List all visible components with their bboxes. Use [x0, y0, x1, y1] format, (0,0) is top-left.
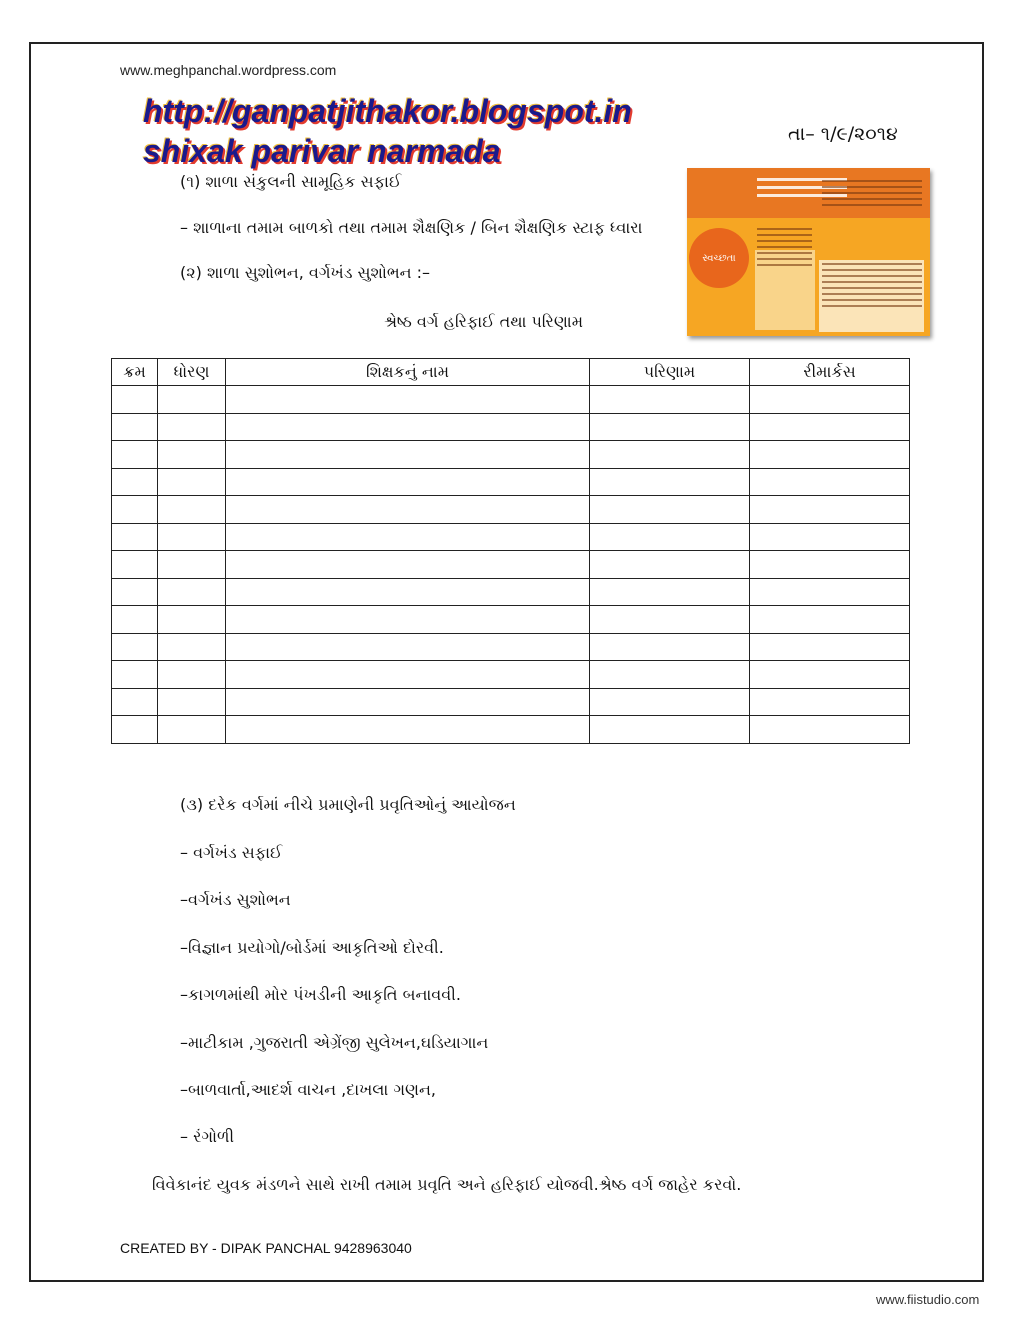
table-cell: [226, 578, 590, 606]
section-2-title: (૨) શાળા સુશોભન, વર્ગખંડ સુશોભન :–: [180, 263, 431, 282]
column-header-standard: ધોરણ: [158, 359, 226, 386]
table-row: [112, 716, 910, 744]
table-cell: [112, 413, 158, 441]
table-cell: [226, 551, 590, 579]
table-cell: [590, 468, 750, 496]
column-header-serial: ક્રમ: [112, 359, 158, 386]
table-cell: [590, 386, 750, 414]
table-cell: [112, 633, 158, 661]
table-cell: [750, 523, 910, 551]
table-cell: [750, 496, 910, 524]
table-cell: [590, 606, 750, 634]
table-cell: [750, 468, 910, 496]
section-1-title: (૧) શાળા સંકુલની સામૂહિક સફાઈ: [180, 172, 402, 191]
table-cell: [750, 386, 910, 414]
table-cell: [112, 551, 158, 579]
table-cell: [226, 688, 590, 716]
table-cell: [226, 606, 590, 634]
table-cell: [112, 606, 158, 634]
table-cell: [590, 578, 750, 606]
table-cell: [158, 661, 226, 689]
section-3-title: (૩) દરેક વર્ગમાં નીચે પ્રમાણેની પ્રવૃતિઓનું આયોજન: [180, 795, 516, 814]
table-row: [112, 441, 910, 469]
table-row: [112, 413, 910, 441]
table-cell: [158, 413, 226, 441]
activity-item: –વિજ્ઞાન પ્રયોગો/બોર્ડમાં આકૃતિઓ દોરવી.: [180, 938, 444, 957]
column-header-teacher-name: શિક્ષકનું નામ: [226, 359, 590, 386]
table-row: [112, 633, 910, 661]
watermark-blog-url: http://ganpatjithakor.blogspot.in: [143, 93, 632, 129]
watermark-group-name: shixak parivar narmada: [143, 133, 501, 169]
section-2-subtitle: શ્રેષ્ઠ વર્ગ હરિફાઈ તથા પરિણામ: [384, 312, 583, 331]
table-row: [112, 468, 910, 496]
table-cell: [112, 386, 158, 414]
table-cell: [112, 523, 158, 551]
teachers-day-poster-image: [687, 168, 930, 336]
poster-header-band: [687, 168, 930, 218]
created-by-credit: CREATED BY - DIPAK PANCHAL 9428963040: [120, 1240, 412, 1256]
table-cell: [590, 441, 750, 469]
table-row: [112, 661, 910, 689]
table-cell: [158, 578, 226, 606]
activity-item: – વર્ગખંડ સફાઈ: [180, 843, 283, 862]
column-header-result: પરિણામ: [590, 359, 750, 386]
table-cell: [112, 661, 158, 689]
table-row: [112, 606, 910, 634]
activity-item: –વર્ગખંડ સુશોભન: [180, 890, 291, 909]
table-body: [112, 386, 910, 744]
table-cell: [590, 716, 750, 744]
table-cell: [590, 413, 750, 441]
document-date: તા– ૧/૯/૨૦૧૪: [788, 123, 898, 145]
closing-instruction: વિવેકાનંદ યુવક મંડળને સાથે રાખી તમામ પ્રવૃતિ અને હરિફાઈ યોજવી.શ્રેષ્ઠ વર્ગ જાહેર કરવો.: [152, 1175, 742, 1194]
table-cell: [590, 688, 750, 716]
table-cell: [590, 661, 750, 689]
table-cell: [590, 551, 750, 579]
table-cell: [750, 606, 910, 634]
table-cell: [158, 523, 226, 551]
table-cell: [226, 523, 590, 551]
table-cell: [750, 441, 910, 469]
table-cell: [226, 496, 590, 524]
table-cell: [750, 551, 910, 579]
table-cell: [158, 633, 226, 661]
table-cell: [590, 496, 750, 524]
table-row: [112, 523, 910, 551]
table-row: [112, 386, 910, 414]
table-cell: [750, 688, 910, 716]
table-row: [112, 551, 910, 579]
table-cell: [226, 386, 590, 414]
poster-badge: સ્વચ્છતા: [689, 228, 749, 288]
table-cell: [158, 441, 226, 469]
table-header-row: [112, 359, 910, 386]
table-cell: [750, 633, 910, 661]
results-table: [111, 358, 910, 744]
table-cell: [750, 578, 910, 606]
table-cell: [590, 633, 750, 661]
column-header-remarks: રીમાર્કસ: [750, 359, 910, 386]
activity-item: –કાગળમાંથી મોર પંખડીની આકૃતિ બનાવવી.: [180, 985, 461, 1004]
table-cell: [112, 468, 158, 496]
table-cell: [112, 578, 158, 606]
table-cell: [590, 523, 750, 551]
site-url-bottom: www.fiistudio.com: [876, 1292, 980, 1307]
table-cell: [112, 496, 158, 524]
table-cell: [750, 413, 910, 441]
table-cell: [226, 716, 590, 744]
table-row: [112, 496, 910, 524]
table-cell: [158, 468, 226, 496]
table-cell: [226, 633, 590, 661]
table-cell: [112, 716, 158, 744]
table-cell: [112, 688, 158, 716]
table-cell: [750, 661, 910, 689]
table-cell: [158, 496, 226, 524]
table-cell: [158, 606, 226, 634]
table-cell: [226, 413, 590, 441]
table-row: [112, 578, 910, 606]
activity-item: – રંગોળી: [180, 1127, 235, 1146]
table-cell: [226, 441, 590, 469]
table-cell: [750, 716, 910, 744]
site-url-top: www.meghpanchal.wordpress.com: [120, 62, 337, 78]
table-cell: [112, 441, 158, 469]
table-cell: [158, 551, 226, 579]
table-cell: [158, 386, 226, 414]
table-cell: [226, 468, 590, 496]
table-cell: [158, 688, 226, 716]
table-row: [112, 688, 910, 716]
activity-item: –બાળવાર્તા,આદર્શ વાચન ,દાખલા ગણન,: [180, 1080, 437, 1099]
activity-item: –માટીકામ ,ગુજરાતી એગ્રેંજી સુલેખન,ઘડિયાગાન: [180, 1033, 489, 1052]
table-cell: [158, 716, 226, 744]
section-1-detail: – શાળાના તમામ બાળકો તથા તમામ શૈક્ષણિક / બિન શૈક્ષણિક સ્ટાફ ધ્વારા: [180, 218, 643, 237]
table-cell: [226, 661, 590, 689]
